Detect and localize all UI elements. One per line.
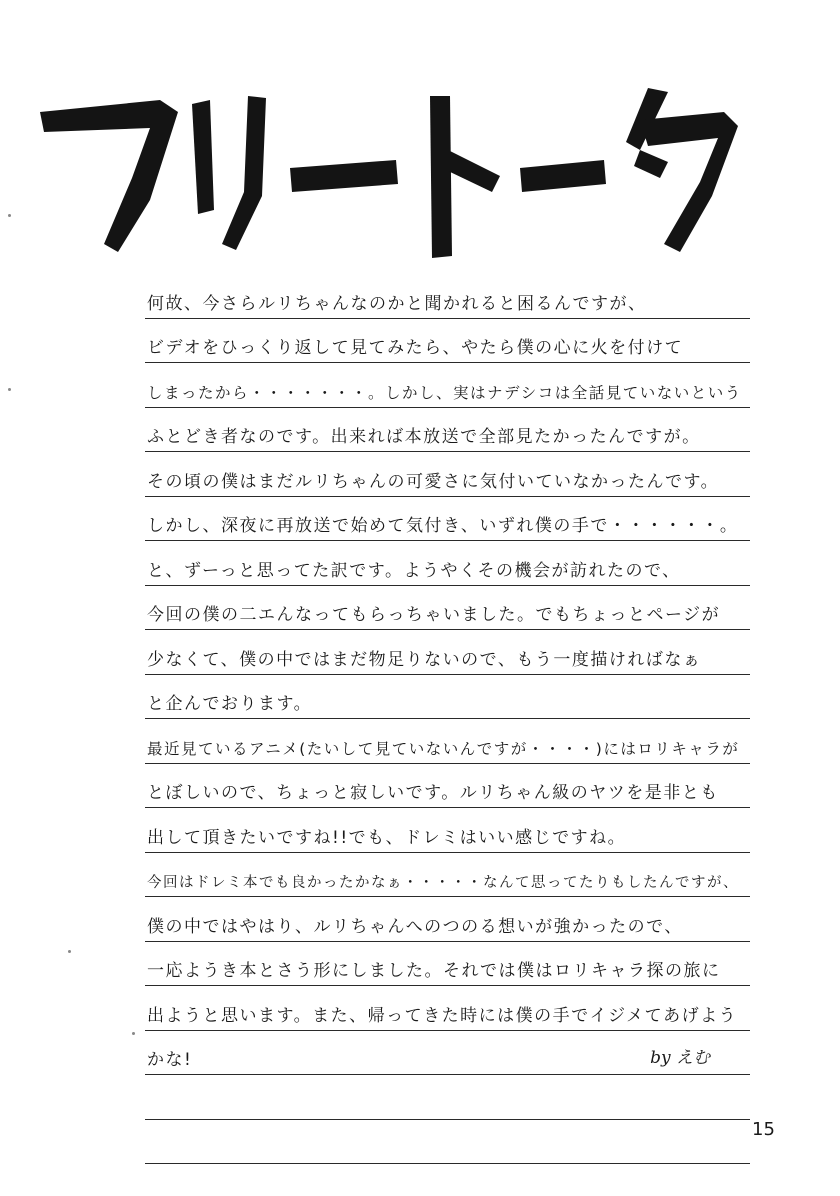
- text-line: [145, 853, 750, 898]
- line-text: ビデオをひっくり返して見てみたら、やたら僕の心に火を付けて: [147, 338, 684, 358]
- text-line: [145, 274, 750, 319]
- text-line: [145, 986, 750, 1031]
- scan-speck: [8, 214, 11, 217]
- line-text: 少なくて、僕の中ではまだ物足りないので、もう一度描ければなぁ: [147, 649, 702, 670]
- text-line: [145, 408, 750, 453]
- line-text: と、ずーっと思ってた訳です。ようやくその機会が訪れたので、: [147, 560, 681, 581]
- scan-speck: [68, 950, 71, 953]
- line-text: かな!: [147, 1050, 193, 1070]
- text-line: [145, 541, 750, 586]
- line-text: しかし、深夜に再放送で始めて気付き、いずれ僕の手で・・・・・・。: [147, 516, 739, 536]
- text-line: [145, 719, 750, 764]
- text-line: [145, 586, 750, 631]
- line-text: 何故、今さらルリちゃんなのかと聞かれると困るんですが、: [147, 293, 647, 314]
- text-line: [145, 808, 750, 853]
- text-line: [145, 1075, 750, 1120]
- line-text: 出ようと思います。また、帰ってきた時には僕の手でイジメてあげよう: [147, 1005, 738, 1026]
- line-text: 最近見ているアニメ(たいして見ていないんですが・・・・)にはロリキャラが: [147, 739, 740, 758]
- text-line: [145, 630, 750, 675]
- line-text: 今回の僕の二エんなってもらっちゃいました。でもちょっとページが: [147, 605, 721, 625]
- scan-speck: [132, 1032, 135, 1035]
- line-text: その頃の僕はまだルリちゃんの可愛さに気付いていなかったんです。: [147, 471, 720, 492]
- text-line: [145, 319, 750, 364]
- line-text: とぼしいので、ちょっと寂しいです。ルリちゃん級のヤツを是非とも: [147, 783, 719, 803]
- line-text: 今回はドレミ本でも良かったかなぁ・・・・・なんて思ってたりもしたんですが、: [147, 875, 739, 891]
- text-line: [145, 1031, 750, 1076]
- text-line: [145, 452, 750, 497]
- page-number: 15: [752, 1119, 775, 1140]
- line-text: ふとどき者なのです。出来れば本放送で全部見たかったんですが。: [147, 427, 701, 447]
- text-line: [145, 1120, 750, 1165]
- text-line: [145, 363, 750, 408]
- text-line: [145, 942, 750, 987]
- ruled-text-lines: [145, 274, 750, 1164]
- line-text: 出して頂きたいですね!!でも、ドレミはいい感じですね。: [147, 827, 627, 848]
- text-line: [145, 497, 750, 542]
- text-line: [145, 675, 750, 720]
- title-brush-lettering: [0, 0, 840, 270]
- line-text: 僕の中ではやはり、ルリちゃんへのつのる想いが強かったので、: [147, 916, 683, 937]
- author-signature: by えむ: [650, 1048, 710, 1068]
- scan-speck: [8, 388, 11, 391]
- line-text: しまったから・・・・・・・。しかし、実はナデシコは全話見ていないという: [147, 383, 742, 402]
- text-line: [145, 897, 750, 942]
- line-text: 一応ようき本とさう形にしました。それでは僕はロリキャラ探の旅に: [147, 961, 721, 981]
- text-line: [145, 764, 750, 809]
- line-text: と企んでおります。: [147, 694, 313, 714]
